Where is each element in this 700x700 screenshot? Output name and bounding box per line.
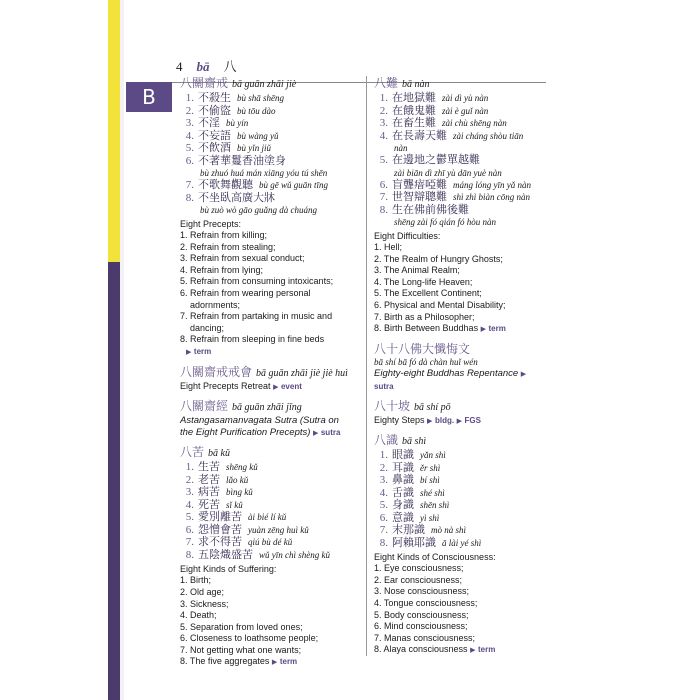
item-number: 2.: [185, 473, 194, 486]
list-item: [374, 154, 554, 167]
entry-eight-sufferings: [180, 445, 360, 669]
item-zh: 不飲酒: [198, 141, 231, 154]
item-zh: 在長壽天難: [392, 128, 447, 142]
definition-line: 8. Refrain from sleeping in fine beds: [180, 334, 325, 345]
item-pinyin: yǎn shì: [420, 450, 446, 461]
item-zh: 耳識: [392, 460, 414, 474]
headword: [374, 342, 554, 357]
item-zh: 舌識: [392, 485, 414, 499]
letter-tab: B: [126, 82, 172, 112]
definition-title: Eight Kinds of Suffering:: [180, 564, 277, 575]
item-number: 5.: [379, 154, 388, 166]
cross-reference-label[interactable]: term: [477, 645, 496, 655]
item-number: 3.: [379, 474, 388, 487]
item-number: 6.: [185, 154, 194, 167]
item-zh: 不著華鬘香油塗身: [198, 153, 286, 167]
definition-text: Eight Precepts Retreat: [180, 380, 271, 391]
definition-line: [374, 323, 554, 336]
spine-purple-strip: [108, 262, 120, 700]
item-number: 7.: [185, 536, 194, 549]
definition-line: 7. Birth as a Philosopher;: [374, 311, 475, 322]
item-zh: 鼻識: [392, 473, 414, 487]
list-item: [180, 192, 360, 205]
item-pinyin: bù shā shēng: [237, 93, 284, 103]
definition-line: 2. Ear consciousness;: [374, 574, 463, 585]
list-item: [374, 499, 554, 512]
item-pinyin: zài biān dì zhī yù dān yuè nàn: [394, 167, 502, 178]
item-pinyin: shēng kǔ: [226, 462, 258, 473]
headword-pinyin: bā guān zhāi jīng: [232, 402, 302, 414]
item-zh: 不殺生: [198, 91, 231, 104]
cross-reference-label[interactable]: term: [488, 324, 506, 334]
definition-line: 7. Manas consciousness;: [374, 632, 476, 643]
definition-line: 1. Hell;: [374, 242, 403, 252]
item-pinyin: sǐ kǔ: [226, 499, 243, 510]
item-zh: 末那識: [392, 523, 425, 537]
definition-line: [180, 381, 360, 394]
definition-line: 3. Refrain from sexual conduct;: [180, 253, 305, 264]
headword-pinyin: bā shì: [402, 436, 427, 448]
cross-reference-label[interactable]: event: [280, 381, 302, 391]
definition-text: 8. Alaya consciousness: [374, 644, 468, 655]
triangle-right-icon: ▶: [186, 348, 192, 356]
list-item: [180, 117, 360, 130]
item-number: 2.: [379, 461, 388, 474]
definition-line: 1. Eye consciousness;: [374, 563, 464, 574]
item-number: 6.: [185, 523, 194, 536]
item-pinyin: bìng kǔ: [226, 487, 253, 498]
triangle-right-icon: ▶: [470, 647, 476, 655]
definition-line: 3. Sickness;: [180, 598, 229, 609]
item-pinyin: nàn: [394, 143, 408, 153]
definition-title: Eight Kinds of Consciousness:: [374, 552, 496, 563]
item-number: 6.: [379, 511, 388, 524]
item-zh: 在畜生難: [392, 116, 436, 129]
item-zh: 怨憎會苦: [198, 522, 242, 536]
item-number: 7.: [379, 524, 388, 537]
definition-text: the Eight Purification Precepts): [180, 426, 311, 438]
item-pinyin: zài chù shēng nàn: [442, 118, 507, 128]
item-zh: 世智辯聰難: [392, 190, 447, 203]
item-pinyin: bù gē wǔ guān tīng: [259, 180, 328, 190]
definition-text: Eighty Steps: [374, 414, 425, 425]
item-number: 5.: [185, 511, 194, 524]
headword-zh: 八關齋經: [180, 399, 229, 414]
item-zh: 愛別離苦: [198, 510, 242, 524]
item-pinyin: shēng zài fó qián fó hòu nàn: [394, 217, 497, 227]
right-column: [374, 76, 554, 663]
definition-line: 5. Body consciousness;: [374, 609, 469, 620]
item-number: 1.: [379, 449, 388, 462]
item-zh: 不坐臥高廣大牀: [198, 190, 275, 204]
item-number: 4.: [379, 486, 388, 499]
list-item: [180, 549, 360, 562]
headword-zh: 八苦: [180, 445, 205, 460]
list-item: [374, 537, 554, 550]
item-zh: 病苦: [198, 485, 220, 499]
header-char: 八: [223, 59, 237, 74]
column-divider: [366, 76, 367, 656]
headword-zh: 八關齋戒戒會: [180, 364, 253, 379]
definition-line: [374, 368, 554, 381]
item-pinyin: zài cháng shòu tiān: [453, 130, 524, 141]
item-pinyin: mò nà shì: [431, 525, 467, 536]
list-item: [180, 461, 360, 474]
spine-yellow-strip: [108, 0, 120, 262]
definition-line: 3. Nose consciousness;: [374, 586, 470, 597]
definition-line: 4. Refrain from lying;: [180, 264, 264, 275]
item-number: 3.: [379, 117, 388, 129]
item-number: 3.: [185, 117, 194, 129]
item-pinyin: zài dì yù nàn: [442, 93, 489, 103]
headword-pinyin: bā nàn: [402, 79, 430, 90]
definition-line: 2. Refrain from stealing;: [180, 241, 276, 252]
item-number: 8.: [185, 191, 194, 204]
definition-line: 2. Old age;: [180, 586, 225, 597]
headword-zh: 八識: [374, 433, 399, 448]
item-pinyin: yuàn zēng huì kǔ: [248, 524, 309, 535]
headword-pinyin: bā guān zhāi jiè jiè huì: [256, 367, 348, 379]
headword-zh: 八難: [374, 76, 399, 90]
headword-pinyin: bā kǔ: [208, 448, 230, 460]
triangle-right-icon: ▶: [480, 326, 486, 334]
definition-line: 6. Physical and Mental Disability;: [374, 299, 506, 310]
item-number: 7.: [379, 191, 388, 203]
item-number: 8.: [379, 203, 388, 216]
cross-reference-label[interactable]: sutra: [374, 381, 394, 391]
item-zh: 在餓鬼難: [392, 103, 436, 117]
list-item: [374, 474, 554, 487]
item-zh: 在地獄難: [392, 91, 436, 104]
item-zh: 眼識: [392, 448, 414, 462]
item-pinyin: zài è guǐ nàn: [442, 105, 489, 116]
item-zh: 不妄語: [198, 128, 231, 142]
headword-pinyin: bā shí pō: [414, 401, 451, 413]
headword-pinyin: bā shí bā fó dà chàn huǐ wén: [374, 356, 478, 367]
item-number: 1.: [379, 92, 388, 104]
entry-eight-purification-sutra: [180, 399, 360, 439]
headword: [180, 365, 360, 381]
definition-line: dancing;: [190, 322, 225, 333]
item-number: 5.: [379, 499, 388, 512]
definition-line: [180, 656, 360, 669]
definition-line: [374, 415, 554, 428]
triangle-right-icon: ▶: [427, 417, 433, 425]
header-pinyin: bā: [196, 59, 210, 74]
item-number: 6.: [379, 178, 388, 191]
definition-line: 7. Not getting what one wants;: [180, 644, 302, 655]
definition-line: [374, 644, 554, 657]
definition-line: 2. The Realm of Hungry Ghosts;: [374, 253, 503, 264]
list-item: [180, 92, 360, 105]
page-header: [176, 56, 237, 76]
cross-reference-label[interactable]: term: [279, 657, 298, 667]
entry-eight-difficulties: [374, 76, 554, 336]
item-zh: 求不得苦: [198, 535, 242, 549]
cross-reference-label[interactable]: sutra: [320, 427, 341, 437]
item-zh: 老苦: [198, 472, 220, 486]
item-pinyin: ài bié lí kǔ: [248, 512, 287, 523]
headword: [374, 433, 554, 449]
item-number: 4.: [185, 129, 194, 142]
triangle-right-icon: ▶: [312, 429, 319, 437]
definition-text: 8. The five aggregates: [180, 656, 270, 667]
item-number: 1.: [185, 92, 194, 104]
item-pinyin: qiú bù dé kǔ: [248, 537, 293, 548]
item-pinyin: bù zhuó huá mán xiāng yóu tú shēn: [200, 168, 328, 178]
item-number: 3.: [185, 486, 194, 499]
item-pinyin: bí shì: [420, 475, 440, 486]
item-zh: 身識: [392, 498, 414, 512]
definition-line: 4. The Long-life Heaven;: [374, 276, 473, 287]
entry-eighty-steps: [374, 399, 554, 428]
list-item: [374, 191, 554, 204]
item-zh: 阿賴耶識: [392, 535, 436, 549]
triangle-right-icon: ▶: [273, 383, 279, 391]
item-pinyin: wǔ yīn chì shèng kǔ: [259, 549, 330, 560]
item-zh: 不淫: [198, 116, 220, 129]
item-zh: 生苦: [198, 460, 220, 474]
cross-reference-label[interactable]: bldg.: [434, 415, 455, 425]
item-zh: 不偷盜: [198, 103, 231, 117]
triangle-right-icon: ▶: [271, 659, 278, 667]
definition-line: 7. Refrain from partaking in music and: [180, 311, 333, 322]
cross-reference[interactable]: [180, 346, 360, 359]
headword: [180, 445, 360, 461]
item-number: 8.: [379, 536, 388, 549]
headword: [374, 76, 554, 92]
headword: [374, 399, 554, 415]
item-number: 4.: [185, 498, 194, 511]
page-number: 4: [176, 59, 183, 74]
item-number: 7.: [185, 179, 194, 191]
list-item: [180, 142, 360, 155]
item-zh: 生在佛前佛後難: [392, 202, 469, 216]
entry-eight-consciousnesses: [374, 433, 554, 657]
definition-line: 4. Tongue consciousness;: [374, 597, 478, 608]
definition-line: 6. Mind consciousness;: [374, 621, 468, 632]
list-item: [180, 486, 360, 499]
item-pinyin: yì shì: [420, 512, 440, 523]
definition-line: 6. Closeness to loathsome people;: [180, 633, 319, 644]
list-item: [374, 92, 554, 105]
definition-line: 5. Separation from loved ones;: [180, 621, 303, 632]
definition-text: Eighty-eight Buddhas Repentance: [374, 368, 519, 380]
list-item: [374, 204, 554, 217]
list-item: [374, 117, 554, 130]
item-zh: 五陰熾盛苦: [198, 547, 253, 561]
item-number: 5.: [185, 142, 194, 154]
item-pinyin: ěr shì: [420, 462, 441, 473]
item-pinyin: máng lóng yīn yǎ nàn: [453, 179, 531, 190]
headword-zh: 八關齋戒: [180, 76, 229, 90]
triangle-right-icon: ▶: [520, 371, 527, 379]
item-number: 8.: [185, 548, 194, 561]
definition-line: [180, 427, 360, 440]
definition-title: Eight Difficulties:: [374, 231, 441, 241]
definition-line: 1. Birth;: [180, 575, 212, 586]
cross-reference-label[interactable]: FGS: [464, 415, 481, 425]
list-item: [180, 511, 360, 524]
item-pinyin: shé shì: [420, 487, 445, 498]
list-item: [180, 179, 360, 192]
triangle-right-icon: ▶: [456, 417, 462, 425]
list-item: [374, 449, 554, 462]
item-number: 2.: [185, 104, 194, 117]
definition-line: Astangasamanvagata Sutra (Sutra on: [180, 415, 339, 427]
item-number: 1.: [185, 461, 194, 474]
item-pinyin: ā lài yé shì: [442, 537, 482, 548]
spine-edge: [120, 0, 124, 700]
definition-text: 8. Birth Between Buddhas: [374, 323, 479, 334]
item-number: 4.: [379, 129, 388, 142]
entry-eight-precepts-retreat: [180, 365, 360, 394]
headword: [180, 399, 360, 415]
item-pinyin: shēn shì: [420, 500, 450, 511]
definition-line: [374, 381, 554, 393]
definition-title: Eight Precepts:: [180, 219, 242, 229]
definition-line: 4. Death;: [180, 610, 217, 621]
item-number: 2.: [379, 104, 388, 117]
item-pinyin: bù yín: [226, 118, 249, 128]
headword: [180, 76, 360, 92]
item-pinyin: bù tōu dào: [237, 105, 276, 116]
list-item: [180, 155, 360, 168]
item-zh: 盲聾瘖啞難: [392, 177, 447, 191]
item-pinyin: shì zhì biàn cōng nàn: [453, 192, 531, 202]
item-zh: 意識: [392, 510, 414, 524]
definition-line: 1. Refrain from killing;: [180, 230, 268, 240]
headword-pinyin: bā guān zhāi jiè: [232, 79, 297, 90]
definition-line: 5. The Excellent Continent;: [374, 288, 482, 299]
entry-eight-precepts: [180, 76, 360, 359]
headword-zh: 八十坡: [374, 398, 411, 413]
item-zh: 死苦: [198, 497, 220, 511]
item-zh: 不歌舞觀聽: [198, 178, 253, 191]
left-column: [180, 76, 360, 675]
item-zh: 在邊地之鬱單越難: [392, 153, 480, 166]
item-pinyin: bù yǐn jiǔ: [237, 143, 271, 153]
item-pinyin: bù zuò wò gāo guǎng dà chuáng: [200, 205, 317, 215]
definition-line: 5. Refrain from consuming intoxicants;: [180, 276, 334, 287]
list-item: [374, 524, 554, 537]
cross-reference-label: term: [193, 346, 212, 356]
entry-88-buddhas-repentance: [374, 342, 554, 393]
item-pinyin: bù wàng yǔ: [237, 130, 279, 141]
definition-line: adornments;: [190, 299, 241, 310]
item-pinyin: lǎo kǔ: [226, 474, 249, 485]
headword-zh: 八十八佛大懺悔文: [374, 341, 471, 356]
list-item: [374, 130, 554, 143]
list-item: [180, 536, 360, 549]
definition-line: 3. The Animal Realm;: [374, 265, 460, 276]
definition-line: 6. Refrain from wearing personal: [180, 287, 311, 298]
